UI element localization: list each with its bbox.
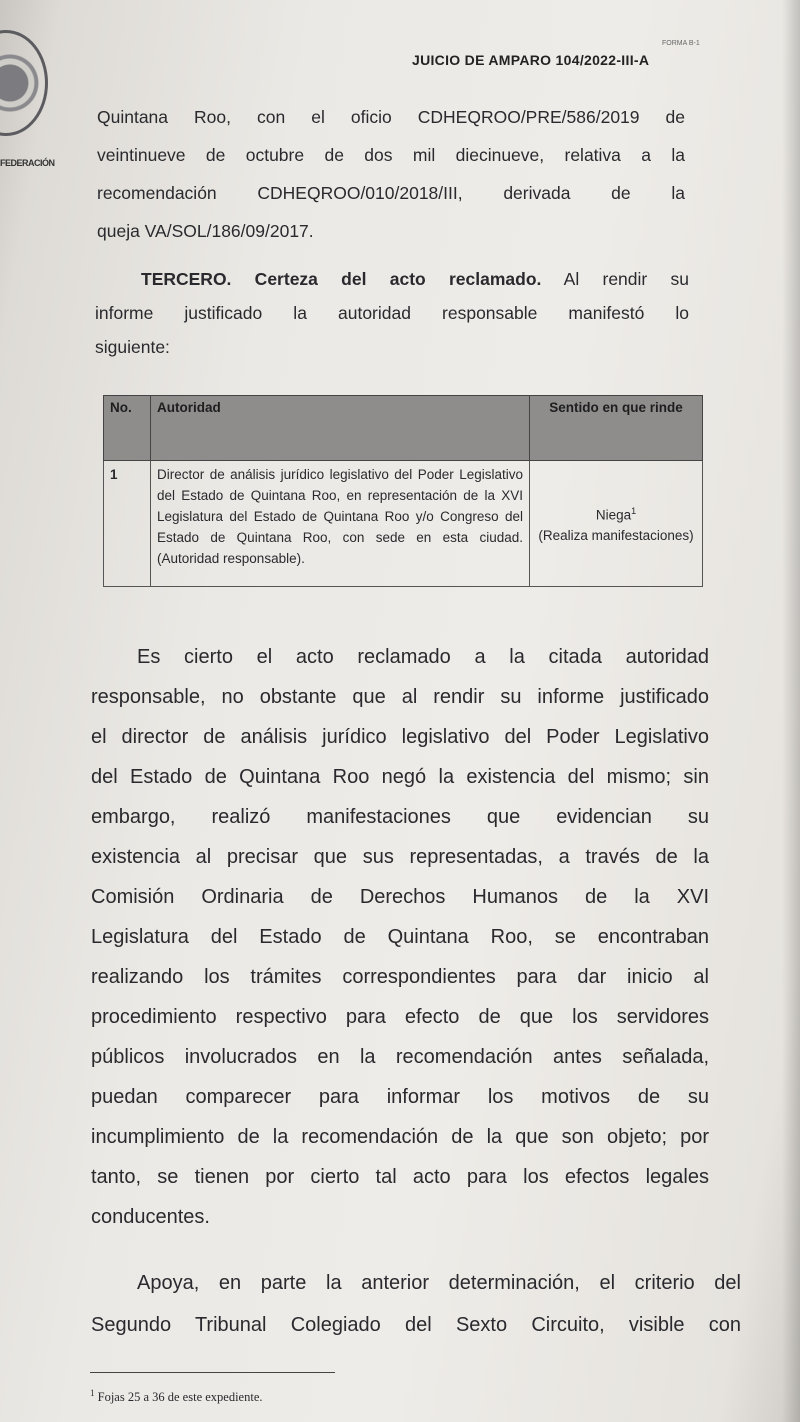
cell-no: 1: [104, 461, 151, 587]
sentido-main: Niega: [595, 507, 632, 523]
text-line: siguiente:: [95, 337, 170, 357]
text-line: conducentes.: [91, 1206, 210, 1228]
text-line: [95, 262, 689, 296]
footnote-ref: 1: [631, 505, 637, 516]
table-header-row: [104, 396, 703, 461]
text-line: procedimiento respectivo para efecto de que los servidores: [91, 1006, 709, 1028]
footnote-marker: 1: [90, 1388, 95, 1398]
text-line: veintinueve de octubre de dos mil diecinueve, relativa a la: [97, 145, 685, 165]
text-line: del Estado de Quintana Roo negó la existencia del mismo; sin: [91, 766, 709, 788]
text-line: realizando los trámites correspondientes para dar inicio al: [91, 966, 709, 988]
text-line: incumplimiento de la recomendación de la que son objeto; por: [91, 1126, 709, 1148]
text-line: recomendación CDHEQROO/010/2018/III, derivada de la: [97, 183, 685, 203]
text-line: embargo, realizó manifestaciones que evidencian su: [91, 806, 709, 828]
paragraph-main: [91, 637, 709, 1237]
text-line: Legislatura del Estado de Quintana Roo, se encontraban: [91, 926, 709, 948]
text-line: Comisión Ordinaria de Derechos Humanos de la XVI: [91, 886, 709, 908]
text-line: puedan comparecer para informar los motivos de su: [91, 1086, 709, 1108]
text-line: informe justificado la autoridad responsable manifestó lo: [95, 303, 689, 323]
authority-table: [103, 395, 703, 587]
text-line: [91, 1262, 741, 1304]
text-line: Quintana Roo, con el oficio CDHEQROO/PRE/586/2019 de: [97, 107, 685, 127]
text-line: Segundo Tribunal Colegiado del Sexto Circuito, visible con: [91, 1314, 741, 1336]
text-line: tanto, se tienen por cierto tal acto para los efectos legales: [91, 1166, 709, 1188]
sentido-note: (Realiza manifestaciones): [538, 528, 694, 544]
footnote: [90, 1388, 263, 1405]
text-line: públicos involucrados en la recomendación antes señalada,: [91, 1046, 709, 1068]
text-line: existencia al precisar que sus representadas, a través de la: [91, 846, 709, 868]
text-fragment: Al rendir su: [541, 269, 689, 289]
cell-autoridad: Director de análisis jurídico legislativo del Poder Legislativo del Estado de Quintana Roo, en representación de la XVI Legislatura del Estado de Quintana Roo y/o Congreso del Estado de Quintana Roo, con sede en esta ciudad. (Autoridad responsable).: [151, 461, 530, 587]
text-line: [91, 637, 709, 677]
page-edge-shadow: [782, 0, 800, 1422]
court-seal-logo: [0, 30, 48, 136]
paragraph-top: [97, 98, 685, 250]
cell-sentido: [530, 461, 703, 587]
paragraph-apoya: [91, 1262, 741, 1346]
section-heading: TERCERO. Certeza del acto reclamado.: [141, 269, 542, 289]
text-line: responsable, no obstante que al rendir su informe justificado: [91, 686, 709, 708]
case-number: JUICIO DE AMPARO 104/2022-III-A: [412, 52, 650, 68]
footnote-divider: [90, 1372, 335, 1373]
text-line: queja VA/SOL/186/09/2017.: [97, 221, 314, 241]
header-no: No.: [104, 396, 151, 461]
text-fragment: Apoya, en parte la anterior determinación, el criterio del: [137, 1272, 741, 1294]
seal-caption: FEDERACIÓN: [0, 158, 55, 168]
text-fragment: Es cierto el acto reclamado a la citada autoridad: [137, 646, 709, 668]
footnote-text: Fojas 25 a 36 de este expediente.: [97, 1390, 263, 1405]
header-sentido: Sentido en que rinde: [530, 396, 703, 461]
table-row: [104, 461, 703, 587]
header-autoridad: Autoridad: [151, 396, 530, 461]
form-code: FORMA B-1: [662, 40, 700, 47]
paragraph-tercero: [95, 262, 689, 364]
text-line: el director de análisis jurídico legislativo del Poder Legislativo: [91, 726, 709, 748]
